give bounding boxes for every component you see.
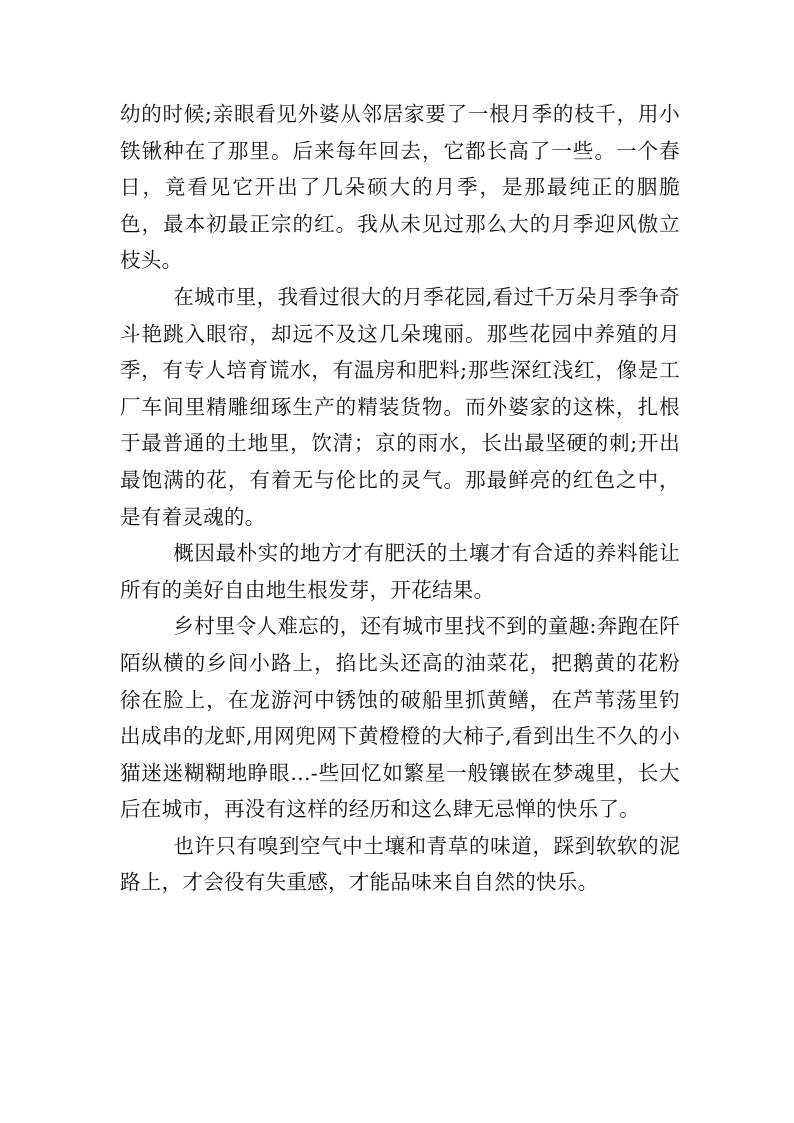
paragraph-continuation: 幼的时候;亲眼看见外婆从邻居家要了一根月季的枝千，用小铁锹种在了那里。后来每年回去，它都长高了一些。一个春日，竟看见它开出了几朵硕大的月季，是那最纯正的胭脆色，最本初最正宗的红。我从未见过那么大的月季迎风傲立枝头。 (120, 102, 680, 273)
paragraph-soil: 概因最朴实的地方才有肥沃的土壤才有合适的养料能让所有的美好自由地生根发芽，开花结果。 (120, 541, 680, 602)
paragraph-conclusion: 也许只有嗅到空气中土壤和青草的味道，踩到软软的泥路上，才会役有失重感，才能品味来自自然的快乐。 (120, 833, 680, 895)
paragraph-childhood-fun: 乡村里令人难忘的，还有城市里找不到的童趣:奔跑在阡陌纵横的乡间小路上，掐比头还高的油菜花，把鹅黄的花粉徐在脸上，在龙游河中锈蚀的破船里抓黄鳝，在芦苇荡里钓出成串的龙虾,用网兜网下黄橙橙的大柿子,看到出生不久的小猫迷迷糊糊地睁眼...-些回忆如繁星一般镶嵌在梦魂里，长大后在城市，再没有这样的经历和这么肆无忌惮的快乐了。 (120, 614, 680, 822)
paragraph-city-roses: 在城市里，我看过很大的月季花园,看过千万朵月季争奇斗艳跳入眼帘，却远不及这几朵瑰丽。那些花园中养殖的月季，有专人培育谎水，有温房和肥料;那些深红浅红，像是工厂车间里精雕细琢生产的精装货物。而外婆家的这株，扎根于最普通的土地里，饮清；京的雨水，长出最坚硬的刺;开出最饱满的花，有着无与伦比的灵气。那最鲜亮的红色之中，是有着灵魂的。 (120, 284, 680, 529)
document-page (120, 96, 680, 901)
